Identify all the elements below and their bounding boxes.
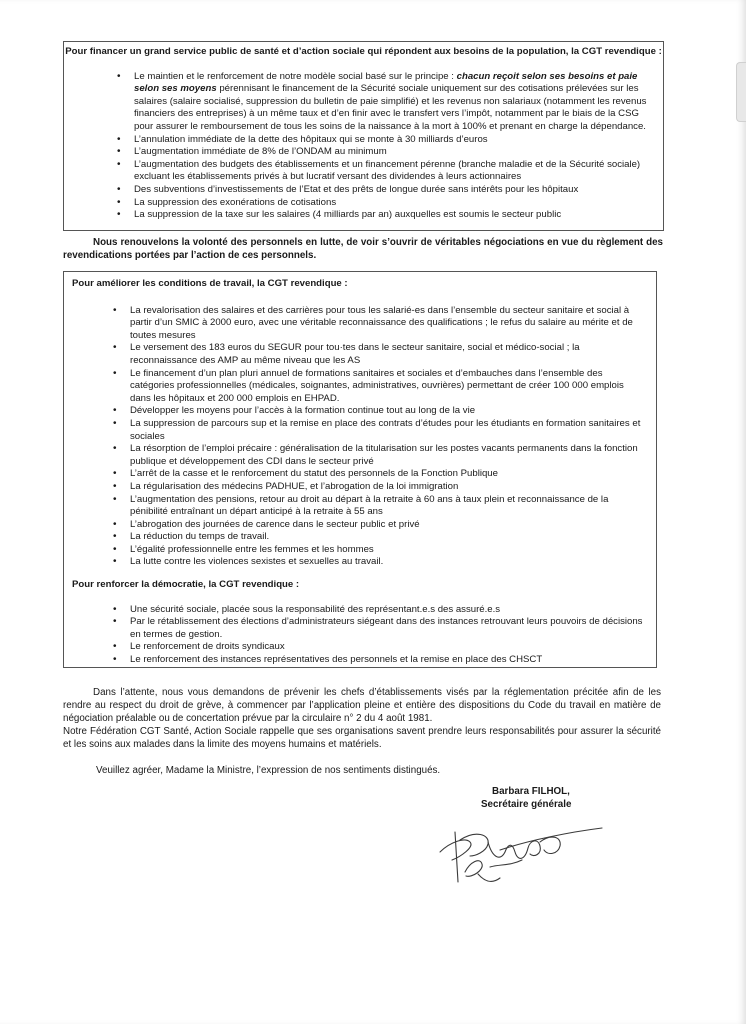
- list-item: • La résorption de l’emploi précaire : généralisation de la titularisation sur les postes vacants permanents dans la fonction publique et développement des CDI dans le secteur privé: [130, 443, 646, 468]
- list-item: • L’augmentation des budgets des établissements et un financement pérenne (branche maladie et de la Sécurité sociale) excluant les établissements privés à but lucratif versant des dividendes à leurs actionnaires: [134, 159, 649, 184]
- negotiation-paragraph-text: Nous renouvelons la volonté des personnels en lutte, de voir s’ouvrir de véritables négociations en vue du règlement des revendications portées par l’action de ces personnels.: [63, 237, 663, 261]
- list-item: • La suppression des exonérations de cotisations: [134, 197, 649, 210]
- list-item: • La suppression de parcours sup et la remise en place des contrats d’études pour les étudiants en formation sanitaires et sociales: [130, 418, 646, 443]
- financing-demands-box: [63, 41, 664, 231]
- closing-formula: Veuillez agréer, Madame la Ministre, l’expression de nos sentiments distingués.: [96, 765, 441, 776]
- work-conditions-list: [130, 305, 646, 569]
- list-item: • La suppression de la taxe sur les salaires (4 milliards par an) auxquelles est soumis le secteur public: [134, 209, 649, 222]
- list-item: • La régularisation des médecins PADHUE, et l’abrogation de la loi immigration: [130, 481, 646, 494]
- list-item: • La lutte contre les violences sexistes et sexuelles au travail.: [130, 556, 646, 569]
- list-item: • Le financement d’un plan pluri annuel de formations sanitaires et sociales et d’embauches dans l’ensemble des catégories professionnelles (médicales, soignantes, administratives, ouvrières) permettant de créer 100 000 emplois dans les hôpitaux et 200 000 emplois en EHPAD.: [130, 368, 646, 406]
- list-item: • La réduction du temps de travail.: [130, 531, 646, 544]
- list-item: • Développer les moyens pour l’accès à la formation continue tout au long de la vie: [130, 405, 646, 418]
- item-text-end: pérennisant le financement de la Sécurité sociale uniquement sur des cotisations prélevées sur les salaires (salaire socialisé, suppression du bulletin de paie simplifié) et les revenus non salariaux (notamment les revenus financiers des entreprises) à un même taux et d’en finir avec le transfert vers l’impôt, notamment par le biais de la CSG pour assurer le remboursement de tous les soins de la naissance à la mort à 100% et prenant en charge la dépendance.: [134, 83, 647, 132]
- list-item: • L’annulation immédiate de la dette des hôpitaux qui se monte à 30 milliards d’euros: [134, 134, 649, 147]
- item-emphasis: chacun reçoit selon ses besoins et paie selon ses moyens: [134, 70, 638, 95]
- scroll-handle[interactable]: [736, 62, 746, 122]
- item-text-start: Le maintien et le renforcement de notre modèle social basé sur le principe :: [134, 70, 457, 82]
- strike-paragraph: [63, 686, 661, 751]
- handwritten-signature-icon: [430, 812, 605, 894]
- list-item: • L’abrogation des journées de carence dans le secteur public et privé: [130, 519, 646, 532]
- list-item: • Une sécurité sociale, placée sous la responsabilité des représentant.e.s des assuré.e.s: [130, 604, 646, 617]
- list-item: • L’augmentation immédiate de 8% de l’ONDAM au minimum: [134, 146, 649, 159]
- signatory-name: Barbara FILHOL,: [492, 786, 570, 797]
- list-item: • L’augmentation des pensions, retour au droit au départ à la retraite à 60 ans à taux plein et reconnaissance de la pénibilité entraînant un départ anticipé à la retraite à 55 ans: [130, 494, 646, 519]
- negotiation-paragraph: [63, 236, 663, 262]
- list-item: • Le renforcement des instances représentatives des personnels et la remise en place des CHSCT: [130, 654, 646, 667]
- strike-paragraph-text: Dans l’attente, nous vous demandons de prévenir les chefs d’établissements visés par la réglementation précitée afin de les rendre au respect du droit de grève, à commencer par l’application pleine et entière des dispositions du Code du travail en matière de négociation préalable ou de concertation prévue par la circulaire n° 2 du 4 août 1981.: [63, 687, 661, 724]
- financing-demands-title: Pour financer un grand service public de santé et d’action sociale qui répondent aux besoins de la population, la CGT revendique :: [65, 46, 662, 57]
- list-item: • Le versement des 183 euros du SEGUR pour tou·tes dans le secteur sanitaire, social et médico-social ; la reconnaissance des AMP au même niveau que les AS: [130, 342, 646, 367]
- list-item: [134, 71, 649, 134]
- democracy-title: Pour renforcer la démocratie, la CGT revendique :: [72, 579, 300, 591]
- list-item: • La revalorisation des salaires et des carrières pour tous les salarié-es dans l’ensemble du secteur sanitaire et social à partir d’un SMIC à 2000 euro, avec une véritable reconnaissance des qualifications ; le refus du salaire au mérite et de toutes mesures: [130, 305, 646, 343]
- list-item: • Par le rétablissement des élections d’administrateurs siégeant dans des instances retrouvant leurs pouvoirs de décisions en termes de gestion.: [130, 616, 646, 641]
- list-item: • Des subventions d’investissements de l’Etat et des prêts de longue durée sans intérêts pour les hôpitaux: [134, 184, 649, 197]
- democracy-list: [130, 604, 646, 667]
- work-conditions-box: [63, 271, 657, 668]
- work-conditions-title: Pour améliorer les conditions de travail, la CGT revendique :: [72, 278, 348, 289]
- signatory-title: Secrétaire générale: [481, 799, 572, 810]
- federation-paragraph: Notre Fédération CGT Santé, Action Sociale rappelle que ses organisations savent prendre leurs responsabilités pour assurer la sécurité et les soins aux malades dans la limite des moyens humains et matériels.: [63, 726, 661, 750]
- list-item: • L’arrêt de la casse et le renforcement du statut des personnels de la Fonction Publique: [130, 468, 646, 481]
- list-item: • L’égalité professionnelle entre les femmes et les hommes: [130, 544, 646, 557]
- list-item: • Le renforcement de droits syndicaux: [130, 641, 646, 654]
- financing-demands-list: [134, 71, 649, 222]
